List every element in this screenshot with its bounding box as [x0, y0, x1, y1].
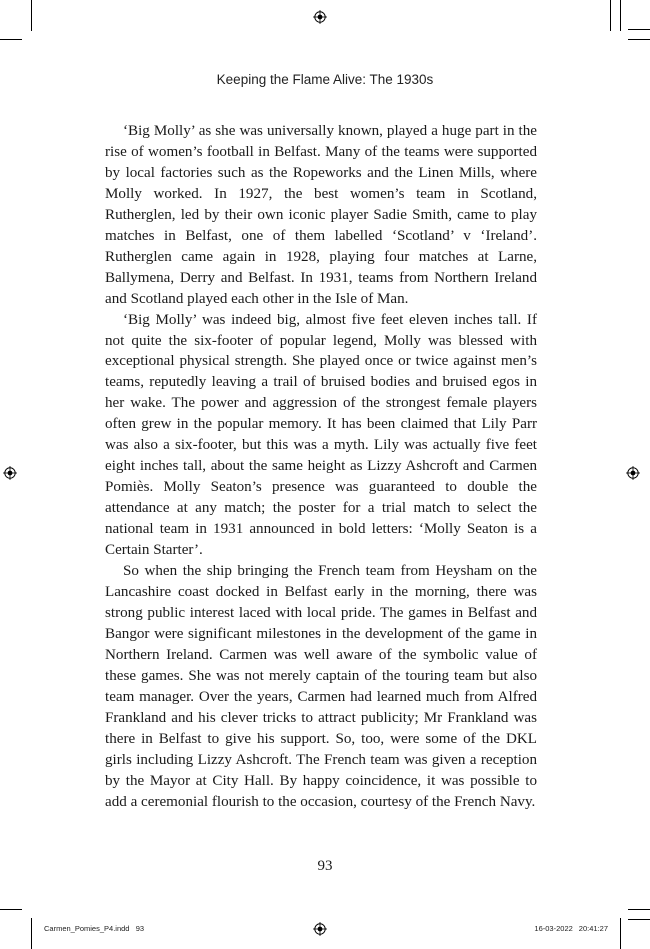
crop-mark	[628, 39, 650, 40]
paragraph: So when the ship bringing the French team from Heysham on the Lancashire coast docked in Belfast early in the morning, there was strong public interest laced with local pride. The games in Belfast and Bangor were significant milestones in the development of the game in Northern Ireland. Carmen was well aware of the symbolic value of these games. She was not merely captain of the touring team but also team manager. Over the years, Carmen had learned much from Alfred Frankland and his clever tricks to attract publicity; Mr Frankland was there in Belfast to give his support. So, too, were some of the DKL girls including Lizzy Ashcroft. The French team was given a reception by the Mayor at City Hall. By happy coincidence, it was possible to add a ceremonial flourish to the occasion, courtesy of the French Navy.	[105, 563, 537, 810]
crop-mark	[0, 909, 22, 910]
slug-date: 16-03-2022	[534, 924, 573, 933]
slug-time: 20:41:27	[578, 924, 608, 933]
crop-mark	[620, 918, 621, 949]
running-head: Keeping the Flame Alive: The 1930s	[216, 72, 434, 87]
registration-mark-icon	[3, 466, 17, 480]
crop-mark	[31, 918, 32, 949]
registration-mark-icon	[313, 922, 327, 936]
page-number: 93	[317, 858, 333, 874]
crop-mark	[0, 39, 22, 40]
slug-timestamp	[534, 924, 608, 933]
paragraph: ‘Big Molly’ was indeed big, almost five feet eleven inches tall. If not quite the six-footer of popular legend, Molly was blessed with exceptional physical strength. She played once or twice against men’s teams, reputedly leaving a trail of bruised bodies and bruised egos in her wake. The power and aggression of the strongest female players often grew in the popular memory. It has been claimed that Lily Parr was also a six-footer, but this was a myth. Lily was actually five feet eight inches tall, about the same height as Lizzy Ashcroft and Carmen Pomiès. Molly Seaton’s presence was guaranteed to double the attendance at any match; the poster for a trial match to select the national team in 1931 announced in bold letters: ‘Molly Seaton is a Certain Starter’.	[105, 311, 537, 559]
crop-mark	[610, 0, 611, 31]
crop-mark	[620, 0, 621, 31]
crop-mark	[628, 919, 650, 920]
body-text	[105, 121, 537, 812]
paragraph: ‘Big Molly’ as she was universally known, played a huge part in the rise of women’s football in Belfast. Many of the teams were supported by local factories such as the Ropeworks and the Linen Mills, where Molly worked. In 1927, the best women’s team in Scotland, Rutherglen, led by their own iconic player Sadie Smith, came to play matches in Belfast, one of them labelled ‘Scotland’ v ‘Ireland’. Rutherglen came again in 1928, playing four matches at Larne, Ballymena, Derry and Belfast. In 1931, teams from Northern Ireland and Scotland played each other in the Isle of Man.	[105, 123, 537, 307]
crop-mark	[31, 0, 32, 31]
registration-mark-icon	[626, 466, 640, 480]
registration-mark-icon	[313, 10, 327, 24]
crop-mark	[628, 29, 650, 30]
slug-file-name: Carmen_Pomies_P4.indd 93	[44, 924, 145, 933]
crop-mark	[628, 909, 650, 910]
